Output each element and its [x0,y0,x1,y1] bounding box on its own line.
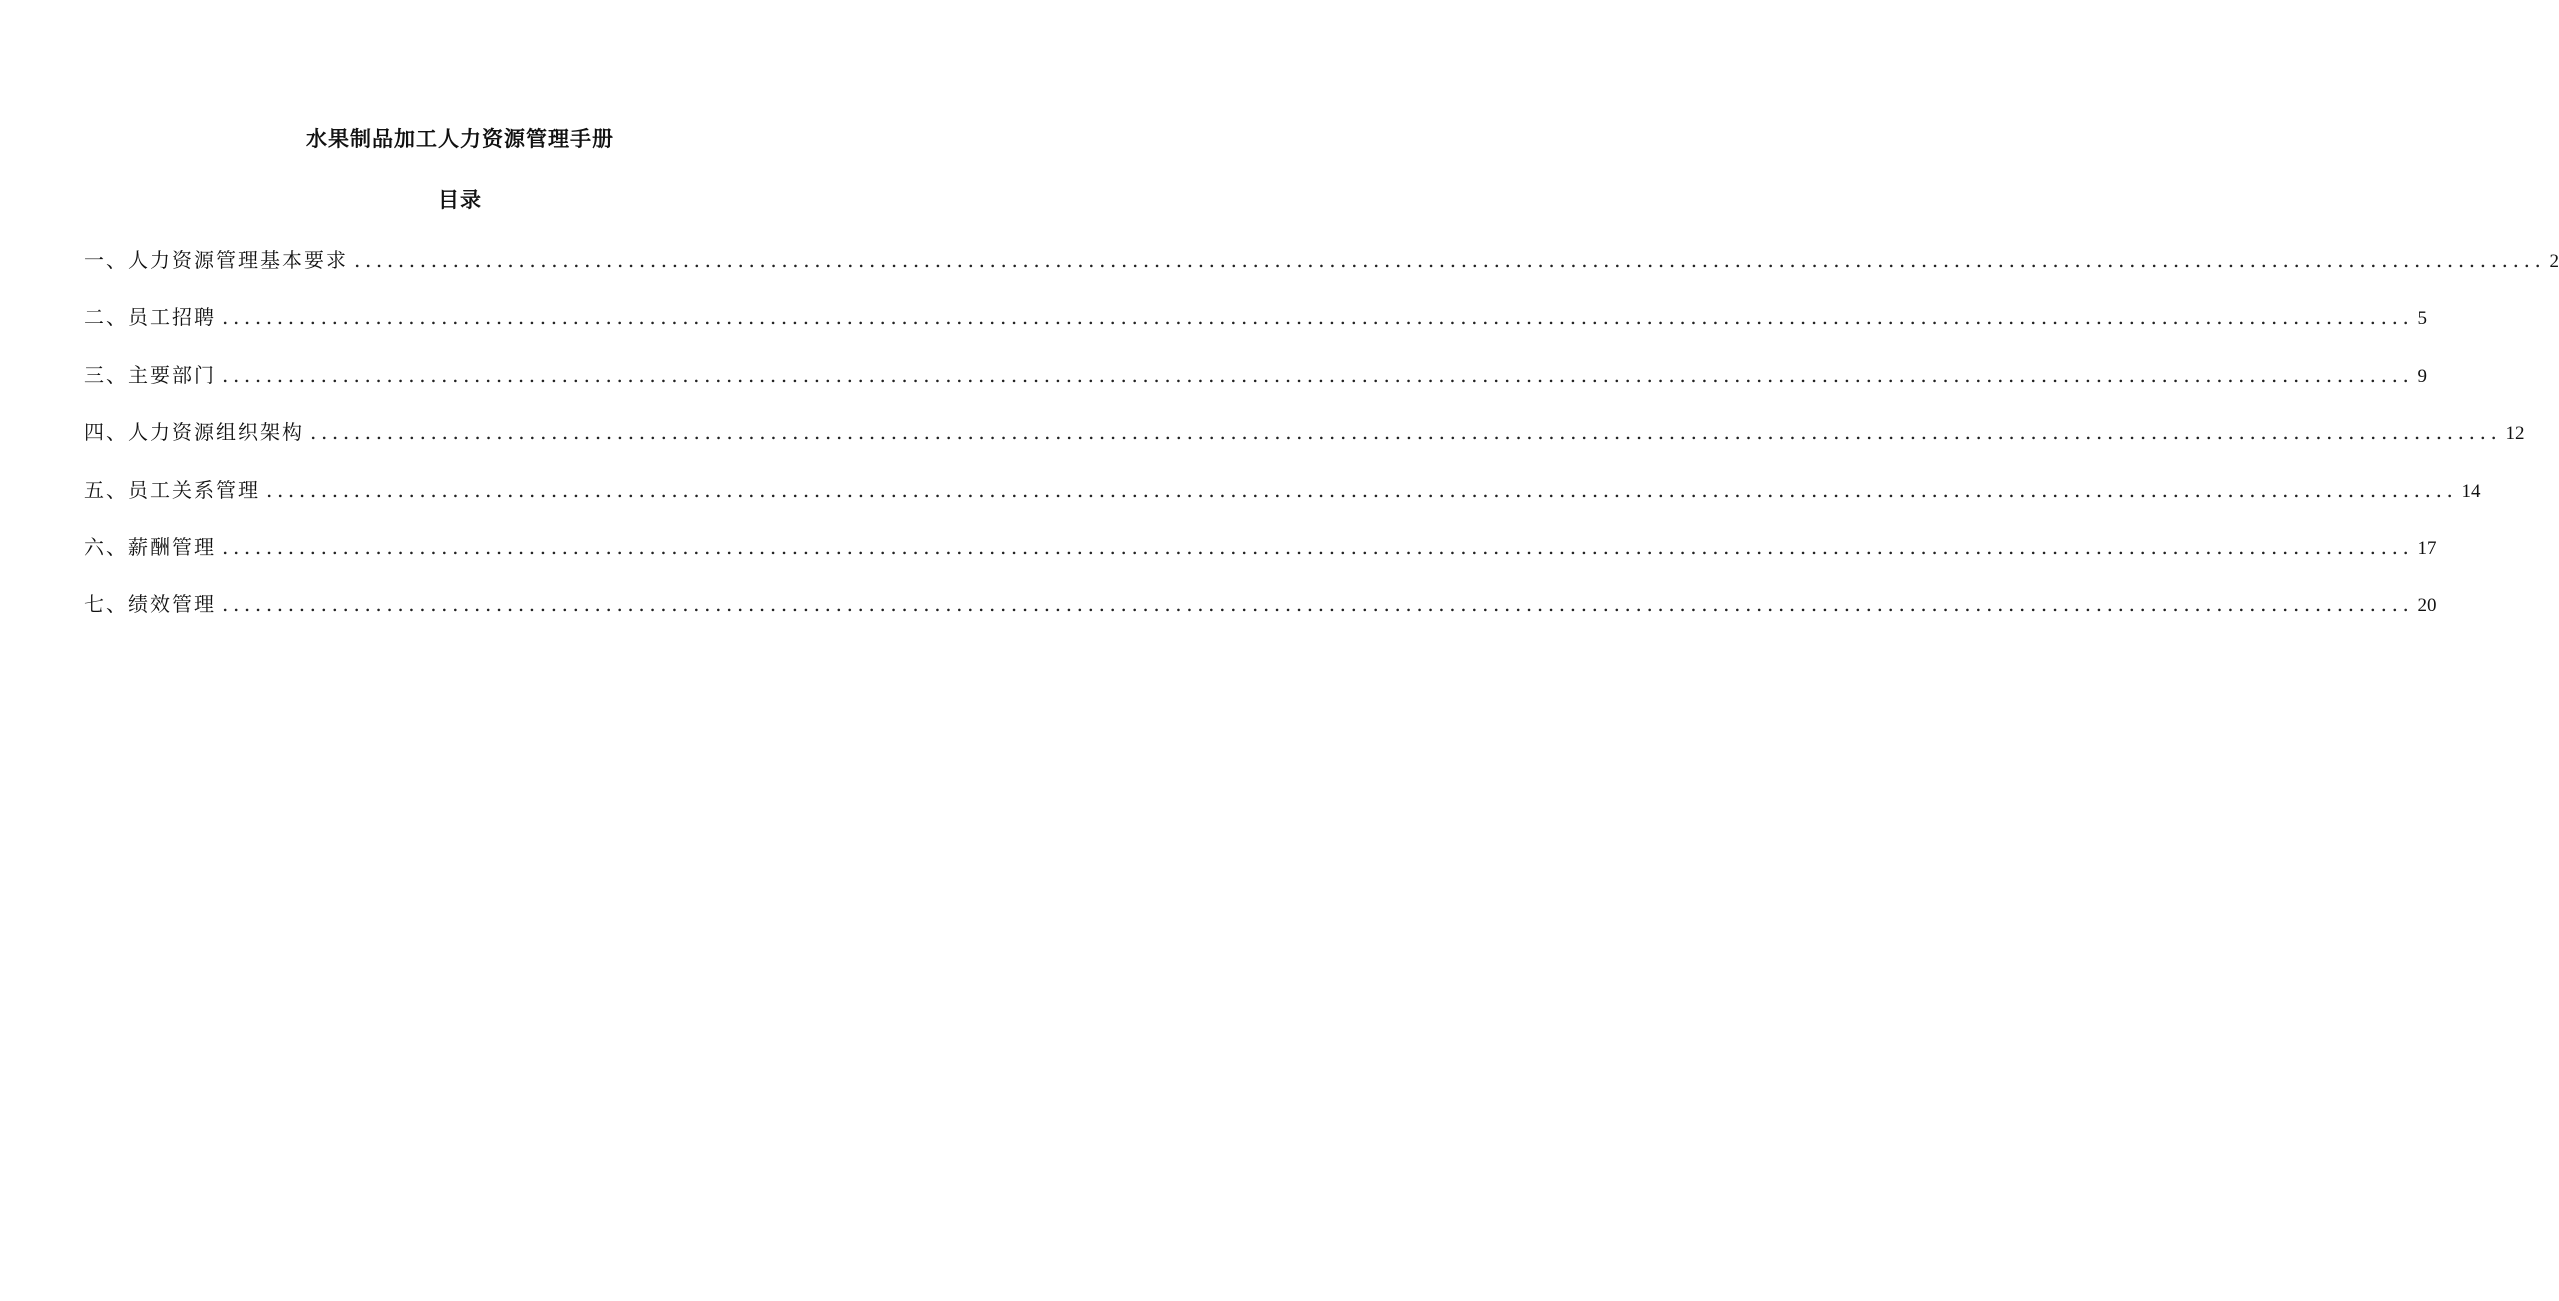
document-title: 水果制品加工人力资源管理手册 [306,126,614,151]
toc-dot-leader: ........................................................................................................................................................................................................ [266,477,2458,502]
toc-dot-leader: ........................................................................................................................................................................................................ [222,592,2414,617]
toc-entry[interactable] [84,476,2481,533]
toc-entry-label: 四、人力资源组织架构 [84,420,304,445]
toc-dot-leader: ........................................................................................................................................................................................................ [310,420,2502,445]
toc-entry-page: 5 [2417,308,2427,330]
toc-entry[interactable] [84,590,2437,647]
toc-entry[interactable] [84,418,2525,475]
toc-entry-label: 七、绩效管理 [84,592,216,617]
toc-entry-label: 二、员工招聘 [84,305,216,330]
toc-entry[interactable] [84,303,2427,360]
toc-entry-page: 17 [2417,537,2437,559]
toc-dot-leader: ........................................................................................................................................................................................................ [222,305,2414,330]
toc-entry-page: 14 [2461,480,2481,502]
toc-heading: 目录 [438,187,482,212]
toc-entry[interactable] [84,533,2437,590]
toc-entry-page: 20 [2417,595,2437,617]
table-of-contents [84,246,2559,648]
toc-entry[interactable] [84,361,2427,418]
toc-entry[interactable] [84,246,2559,303]
toc-dot-leader: ........................................................................................................................................................................................................ [354,248,2546,272]
toc-entry-page: 12 [2505,423,2525,445]
toc-entry-label: 六、薪酬管理 [84,534,216,559]
toc-dot-leader: ........................................................................................................................................................................................................ [222,362,2414,387]
toc-entry-page: 2 [2549,251,2559,272]
toc-entry-page: 9 [2417,365,2427,387]
toc-entry-label: 一、人力资源管理基本要求 [84,248,348,272]
toc-entry-label: 三、主要部门 [84,362,216,387]
toc-dot-leader: ........................................................................................................................................................................................................ [222,534,2414,559]
toc-entry-label: 五、员工关系管理 [84,477,260,502]
